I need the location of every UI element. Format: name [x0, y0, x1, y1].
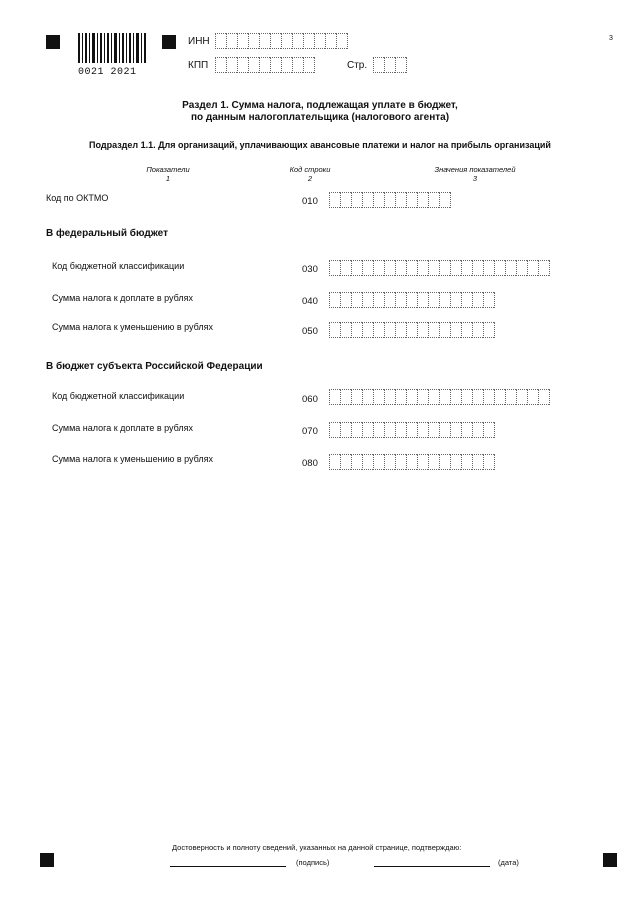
federal-pay-field[interactable]	[329, 292, 495, 308]
char-cell[interactable]	[325, 33, 336, 49]
federal-pay-code: 040	[302, 296, 318, 307]
char-cell[interactable]	[439, 389, 450, 405]
inn-label: ИНН	[188, 36, 210, 47]
char-cell[interactable]	[351, 422, 362, 438]
char-cell[interactable]	[373, 322, 384, 338]
char-cell[interactable]	[538, 260, 549, 276]
char-cell[interactable]	[373, 389, 384, 405]
char-cell[interactable]	[237, 57, 248, 73]
char-cell[interactable]	[384, 389, 395, 405]
char-cell[interactable]	[329, 454, 340, 470]
char-cell[interactable]	[384, 292, 395, 308]
kpp-label: КПП	[188, 60, 209, 71]
char-cell[interactable]	[428, 389, 439, 405]
char-cell[interactable]	[439, 292, 450, 308]
char-cell[interactable]	[406, 422, 417, 438]
char-cell[interactable]	[373, 260, 384, 276]
page-label: Стр.	[347, 60, 368, 71]
kpp-field[interactable]	[215, 57, 315, 73]
column-name: Значения показателей	[434, 165, 516, 174]
char-cell[interactable]	[406, 260, 417, 276]
char-cell[interactable]	[406, 389, 417, 405]
char-cell[interactable]	[384, 260, 395, 276]
subsection-title: Подраздел 1.1. Для организаций, уплачивающих авансовые платежи и налог на прибыль организаций	[89, 140, 551, 150]
char-cell[interactable]	[351, 454, 362, 470]
char-cell[interactable]	[439, 322, 450, 338]
char-cell[interactable]	[428, 292, 439, 308]
regional-kbk-field[interactable]	[329, 389, 550, 405]
char-cell[interactable]	[417, 422, 428, 438]
char-cell[interactable]	[373, 292, 384, 308]
date-line[interactable]	[374, 866, 490, 867]
signature-caption: (подпись)	[296, 858, 330, 867]
char-cell[interactable]	[439, 192, 450, 208]
char-cell[interactable]	[450, 389, 461, 405]
char-cell[interactable]	[483, 260, 494, 276]
regional-kbk-label: Код бюджетной классификации	[52, 391, 185, 401]
char-cell[interactable]	[373, 454, 384, 470]
char-cell[interactable]	[351, 260, 362, 276]
char-cell[interactable]	[362, 322, 373, 338]
char-cell[interactable]	[461, 389, 472, 405]
char-cell[interactable]	[461, 260, 472, 276]
federal-kbk-label: Код бюджетной классификации	[52, 261, 185, 271]
char-cell[interactable]	[395, 322, 406, 338]
char-cell[interactable]	[450, 322, 461, 338]
char-cell[interactable]	[340, 389, 351, 405]
char-cell[interactable]	[395, 454, 406, 470]
corner-marker-top-left	[46, 35, 60, 49]
char-cell[interactable]	[472, 322, 483, 338]
char-cell[interactable]	[417, 192, 428, 208]
federal-kbk-field[interactable]	[329, 260, 550, 276]
federal-reduce-field[interactable]	[329, 322, 495, 338]
column-num: 1	[165, 174, 171, 183]
char-cell[interactable]	[362, 292, 373, 308]
char-cell[interactable]	[527, 389, 538, 405]
char-cell[interactable]	[259, 33, 270, 49]
char-cell[interactable]	[406, 454, 417, 470]
char-cell[interactable]	[494, 389, 505, 405]
char-cell[interactable]	[439, 260, 450, 276]
char-cell[interactable]	[340, 322, 351, 338]
column-name: Код строки	[289, 165, 331, 174]
signature-line[interactable]	[170, 866, 286, 867]
char-cell[interactable]	[428, 422, 439, 438]
char-cell[interactable]	[215, 33, 226, 49]
char-cell[interactable]	[483, 322, 494, 338]
char-cell[interactable]	[329, 422, 340, 438]
char-cell[interactable]	[472, 389, 483, 405]
char-cell[interactable]	[292, 57, 303, 73]
federal-reduce-code: 050	[302, 326, 318, 337]
char-cell[interactable]	[516, 260, 527, 276]
char-cell[interactable]	[329, 292, 340, 308]
char-cell[interactable]	[483, 454, 494, 470]
date-caption: (дата)	[498, 858, 519, 867]
char-cell[interactable]	[237, 33, 248, 49]
char-cell[interactable]	[351, 322, 362, 338]
char-cell[interactable]	[303, 33, 314, 49]
barcode-number: 0021 2021	[78, 67, 137, 78]
char-cell[interactable]	[281, 33, 292, 49]
federal-reduce-label: Сумма налога к уменьшению в рублях	[52, 322, 214, 332]
char-cell[interactable]	[428, 322, 439, 338]
char-cell[interactable]	[395, 422, 406, 438]
column-name: Показатели	[146, 165, 190, 174]
page-field[interactable]	[373, 57, 407, 73]
char-cell[interactable]	[281, 57, 292, 73]
char-cell[interactable]	[329, 192, 340, 208]
char-cell[interactable]	[340, 422, 351, 438]
char-cell[interactable]	[395, 57, 406, 73]
char-cell[interactable]	[428, 192, 439, 208]
char-cell[interactable]	[450, 260, 461, 276]
char-cell[interactable]	[395, 389, 406, 405]
char-cell[interactable]	[226, 33, 237, 49]
column-header-line-code	[275, 165, 345, 183]
column-header-values	[415, 165, 535, 183]
char-cell[interactable]	[384, 57, 395, 73]
inn-field[interactable]	[215, 33, 348, 49]
char-cell[interactable]	[461, 322, 472, 338]
char-cell[interactable]	[472, 292, 483, 308]
char-cell[interactable]	[340, 260, 351, 276]
char-cell[interactable]	[406, 192, 417, 208]
regional-heading: В бюджет субъекта Российской Федерации	[46, 361, 263, 372]
char-cell[interactable]	[439, 422, 450, 438]
regional-pay-code: 070	[302, 426, 318, 437]
char-cell[interactable]	[362, 260, 373, 276]
char-cell[interactable]	[494, 260, 505, 276]
oktmo-field[interactable]	[329, 192, 451, 208]
char-cell[interactable]	[483, 292, 494, 308]
char-cell[interactable]	[292, 33, 303, 49]
regional-reduce-field[interactable]	[329, 454, 495, 470]
char-cell[interactable]	[417, 389, 428, 405]
char-cell[interactable]	[527, 260, 538, 276]
char-cell[interactable]	[461, 454, 472, 470]
char-cell[interactable]	[248, 57, 259, 73]
char-cell[interactable]	[417, 322, 428, 338]
char-cell[interactable]	[329, 322, 340, 338]
char-cell[interactable]	[259, 57, 270, 73]
char-cell[interactable]	[362, 192, 373, 208]
char-cell[interactable]	[248, 33, 259, 49]
column-header-indicators	[118, 165, 218, 183]
char-cell[interactable]	[406, 292, 417, 308]
regional-reduce-label: Сумма налога к уменьшению в рублях	[52, 454, 214, 464]
char-cell[interactable]	[270, 57, 281, 73]
char-cell[interactable]	[450, 454, 461, 470]
confirmation-text: Достоверность и полноту сведений, указанных на данной странице, подтверждаю:	[172, 843, 462, 852]
char-cell[interactable]	[450, 292, 461, 308]
corner-marker-top-mid	[162, 35, 176, 49]
char-cell[interactable]	[461, 422, 472, 438]
char-cell[interactable]	[483, 389, 494, 405]
char-cell[interactable]	[226, 57, 237, 73]
regional-reduce-code: 080	[302, 458, 318, 469]
char-cell[interactable]	[505, 260, 516, 276]
federal-heading: В федеральный бюджет	[46, 228, 168, 239]
char-cell[interactable]	[215, 57, 226, 73]
char-cell[interactable]	[472, 454, 483, 470]
federal-kbk-code: 030	[302, 264, 318, 275]
char-cell[interactable]	[384, 192, 395, 208]
char-cell[interactable]	[461, 292, 472, 308]
char-cell[interactable]	[428, 454, 439, 470]
column-num: 3	[472, 174, 478, 183]
regional-pay-field[interactable]	[329, 422, 495, 438]
column-num: 2	[307, 174, 313, 183]
char-cell[interactable]	[395, 260, 406, 276]
regional-kbk-code: 060	[302, 394, 318, 405]
char-cell[interactable]	[340, 454, 351, 470]
char-cell[interactable]	[329, 389, 340, 405]
federal-pay-label: Сумма налога к доплате в рублях	[52, 293, 194, 303]
char-cell[interactable]	[417, 454, 428, 470]
char-cell[interactable]	[483, 422, 494, 438]
char-cell[interactable]	[384, 454, 395, 470]
char-cell[interactable]	[329, 260, 340, 276]
char-cell[interactable]	[351, 389, 362, 405]
char-cell[interactable]	[373, 422, 384, 438]
char-cell[interactable]	[439, 454, 450, 470]
char-cell[interactable]	[384, 322, 395, 338]
char-cell[interactable]	[417, 292, 428, 308]
oktmo-code: 010	[302, 196, 318, 207]
char-cell[interactable]	[428, 260, 439, 276]
section-title-line2: по данным налогоплательщика (налогового агента)	[190, 112, 450, 123]
char-cell[interactable]	[395, 192, 406, 208]
char-cell[interactable]	[395, 292, 406, 308]
regional-pay-label: Сумма налога к доплате в рублях	[52, 423, 194, 433]
oktmo-label: Код по ОКТМО	[46, 193, 109, 203]
char-cell[interactable]	[351, 292, 362, 308]
char-cell[interactable]	[472, 422, 483, 438]
barcode	[78, 33, 146, 67]
char-cell[interactable]	[303, 57, 314, 73]
char-cell[interactable]	[270, 33, 281, 49]
char-cell[interactable]	[314, 33, 325, 49]
char-cell[interactable]	[362, 389, 373, 405]
char-cell[interactable]	[384, 422, 395, 438]
char-cell[interactable]	[538, 389, 549, 405]
char-cell[interactable]	[362, 422, 373, 438]
corner-marker-bottom-right	[603, 853, 617, 867]
section-title-line1: Раздел 1. Сумма налога, подлежащая уплате в бюджет,	[182, 100, 458, 111]
char-cell[interactable]	[340, 292, 351, 308]
char-cell[interactable]	[340, 192, 351, 208]
corner-marker-bottom-left	[40, 853, 54, 867]
char-cell[interactable]	[373, 57, 384, 73]
char-cell[interactable]	[472, 260, 483, 276]
char-cell[interactable]	[362, 454, 373, 470]
char-cell[interactable]	[505, 389, 516, 405]
char-cell[interactable]	[516, 389, 527, 405]
page-number: 3	[609, 35, 613, 42]
char-cell[interactable]	[406, 322, 417, 338]
char-cell[interactable]	[417, 260, 428, 276]
char-cell[interactable]	[450, 422, 461, 438]
char-cell[interactable]	[351, 192, 362, 208]
char-cell[interactable]	[336, 33, 347, 49]
char-cell[interactable]	[373, 192, 384, 208]
